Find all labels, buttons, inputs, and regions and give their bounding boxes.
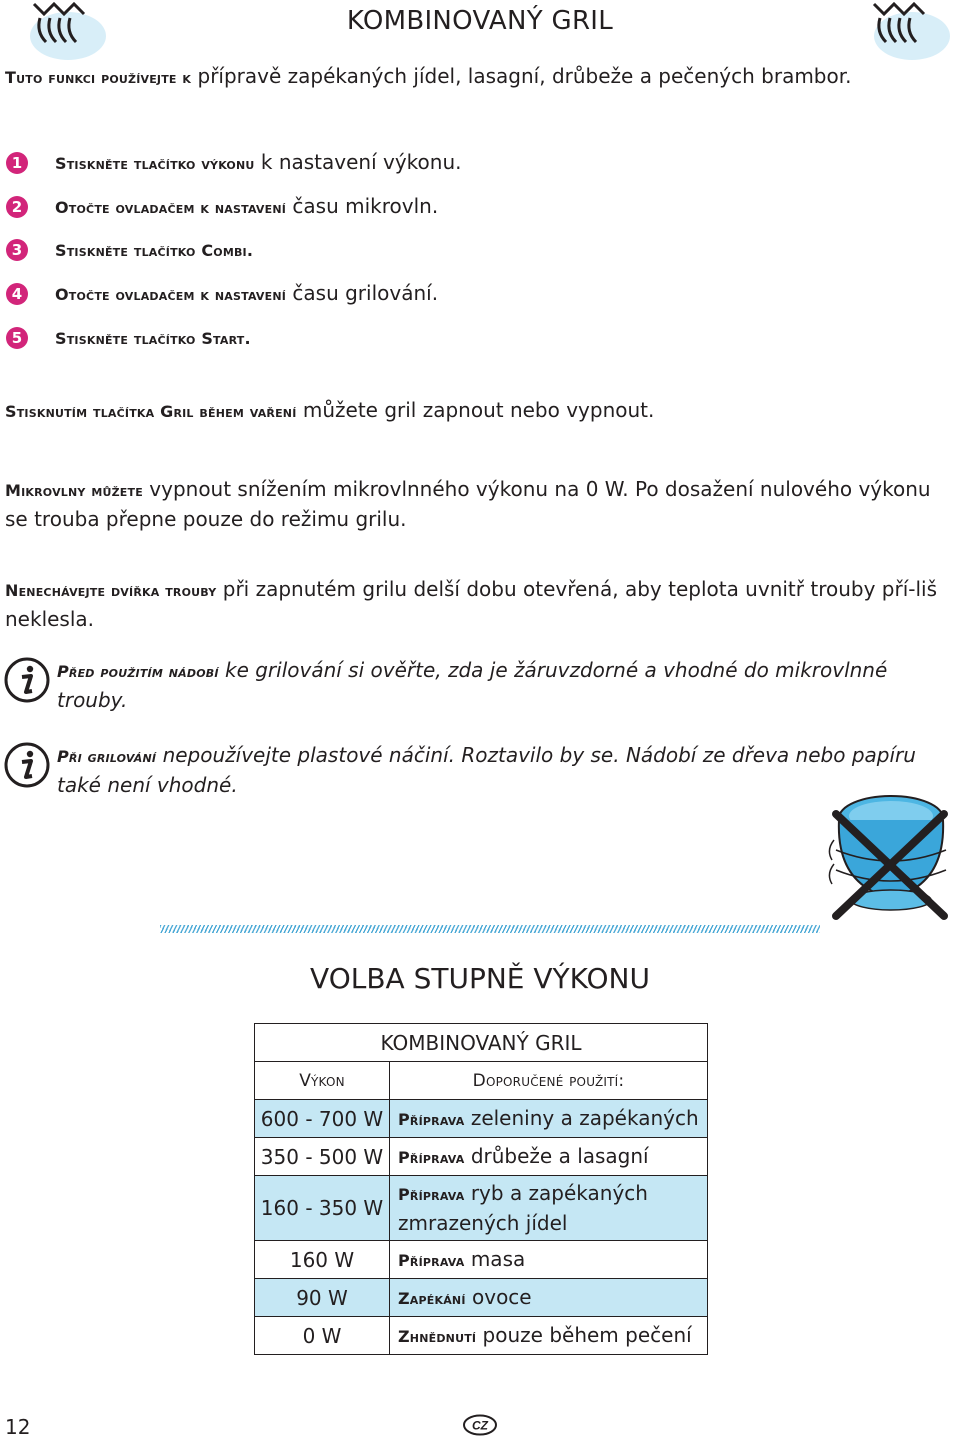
power-value: 0 W [255,1317,390,1355]
use-description: Zapékání ovoce [390,1279,708,1317]
table-row [255,1138,708,1176]
note-door: Nenechávejte dvířka trouby při zapnutém grilu delší dobu otevřená, aby teplota uvnitř trouby pří-liš neklesla. [5,577,938,631]
info-cookware: Před použitím nádobí ke grilování si ověřte, zda je žáruvzdorné a vhodné do mikrovlnné trouby. [57,658,888,712]
column-header-use: Doporučené použití: [390,1062,708,1100]
step-text: Stiskněte tlačítko Combi. [55,241,254,260]
table-header-row [255,1062,708,1100]
power-table [254,1023,708,1355]
note-grill-toggle: Stisknutím tlačítka Gril během vaření můžete gril zapnout nebo vypnout. [5,398,655,422]
table-row [255,1279,708,1317]
step-number: 5 [6,327,28,349]
info-plastic: Při grilování nepoužívejte plastové náčiní. Roztavilo by se. Nádobí ze dřeva nebo papíru také není vhodné. [57,743,916,797]
intro-text: Tuto funkci používejte k přípravě zapékaných jídel, lasagní, drůbeže a pečených brambor. [5,64,852,88]
info-icon [4,742,50,788]
table-row [255,1317,708,1355]
column-header-power: Výkon [255,1062,390,1100]
table-row [255,1241,708,1279]
step-text: Stiskněte tlačítko výkonu k nastavení výkonu. [55,150,462,174]
power-value: 160 W [255,1241,390,1279]
page-number: 12 [5,1415,31,1439]
use-description: Příprava ryb a zapékaných zmrazených jídel [390,1176,708,1241]
table-row [255,1176,708,1241]
section-divider [160,925,820,933]
language-badge-icon [462,1414,498,1436]
step-number: 1 [6,152,28,174]
power-value: 90 W [255,1279,390,1317]
info-icon [4,657,50,703]
use-description: Příprava drůbeže a lasagní [390,1138,708,1176]
page-title: KOMBINOVANÝ GRIL [346,6,614,36]
step-text: Otočte ovladačem k nastavení času mikrovln. [55,194,439,218]
table-row [255,1100,708,1138]
table-title: KOMBINOVANÝ GRIL [255,1024,708,1062]
language-code: CZ [472,1418,488,1433]
note-microwave-off: Mikrovlny můžete vypnout snížením mikrovlnného výkonu na 0 W. Po dosažení nulového výkonu se trouba přepne pouze do režimu grilu. [5,477,931,531]
step-number: 3 [6,239,28,261]
no-plastic-container-icon [826,790,956,922]
section-title: VOLBA STUPNĚ VÝKONU [310,962,650,995]
step-number: 4 [6,283,28,305]
use-description: Zhnědnutí pouze během pečení [390,1317,708,1355]
step-number: 2 [6,196,28,218]
table-title-row [255,1024,708,1062]
use-description: Příprava zeleniny a zapékaných [390,1100,708,1138]
step-text: Stiskněte tlačítko Start. [55,329,251,348]
step-text: Otočte ovladačem k nastavení času grilování. [55,281,439,305]
use-description: Příprava masa [390,1241,708,1279]
power-value: 600 - 700 W [255,1100,390,1138]
power-value: 160 - 350 W [255,1176,390,1241]
power-value: 350 - 500 W [255,1138,390,1176]
